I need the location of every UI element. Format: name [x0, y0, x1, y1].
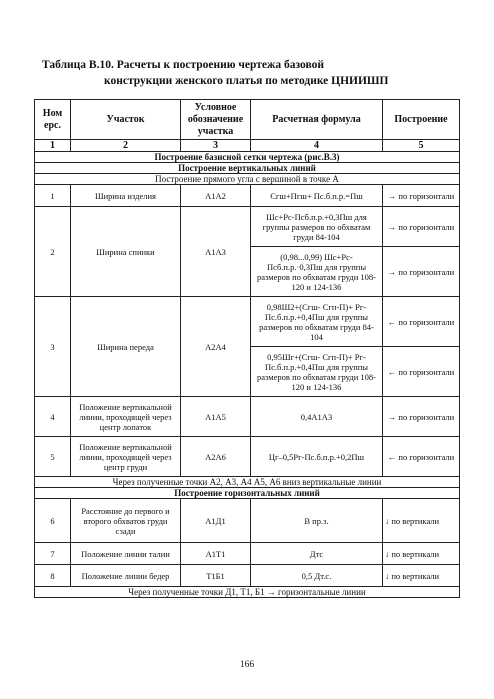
- header-section: Участок: [71, 100, 181, 140]
- section-horizontal: Построение горизонтальных линий: [35, 488, 460, 499]
- row-code: А1А5: [181, 397, 251, 437]
- section-right-angle: Построение прямого угла с вершиной в точке А: [35, 174, 460, 185]
- row-formula: Сгш+Пгш+ Пс.б.п.р.=Пш: [251, 185, 383, 207]
- col-number: 3: [181, 140, 251, 152]
- column-number-row: [35, 140, 460, 152]
- row-code: Т1Б1: [181, 565, 251, 587]
- row-build: ↓ по вертикали: [383, 499, 460, 543]
- table-row: [35, 207, 460, 247]
- row-formula: В пр.з.: [251, 499, 383, 543]
- row-num: 7: [35, 543, 71, 565]
- row-build: ↓ по вертикали: [383, 543, 460, 565]
- row-code: А1Д1: [181, 499, 251, 543]
- title-line-2: конструкции женского платья по методике ЦНИИШП: [104, 75, 389, 87]
- header-num: Ном ерс.: [35, 100, 71, 140]
- row-num: 6: [35, 499, 71, 543]
- row-num: 5: [35, 437, 71, 477]
- row-name: Положение вертикальной линии, проходящей через центр лопаток: [71, 397, 181, 437]
- title-line-1: Таблица В.10. Расчеты к построению чертежа базовой: [42, 59, 324, 71]
- row-code: А1А3: [181, 207, 251, 297]
- row-name: Положение линии талии: [71, 543, 181, 565]
- col-number: 5: [383, 140, 460, 152]
- table-row: [35, 185, 460, 207]
- row-formula: 0,95Шг+(Сгш- Сгп-П)+ Рг-Пс.б.п.р.+0,4Пш для группы размеров по обхватам груди 108-120 и 124-136: [251, 347, 383, 397]
- row-name: Ширина изделия: [71, 185, 181, 207]
- section-row: [35, 477, 460, 488]
- row-formula: Дтс: [251, 543, 383, 565]
- row-formula: Шс+Рс-Псб.п.р.+0,3Пш для группы размеров по обхватам груди 84-104: [251, 207, 383, 247]
- col-number: 4: [251, 140, 383, 152]
- row-formula: 0,4А1А3: [251, 397, 383, 437]
- row-formula: 0,5 Дт.с.: [251, 565, 383, 587]
- row-build: → по горизонтали: [383, 207, 460, 247]
- table-row: [35, 397, 460, 437]
- row-formula: 0,98Ш2+(Сгш- Сгп-П)+ Рг-Пс.б.п.р.+0,4Пш для группы размеров по обхватам груди 84-104: [251, 297, 383, 347]
- section-row: [35, 587, 460, 598]
- table-row: [35, 297, 460, 347]
- row-code: А2А6: [181, 437, 251, 477]
- row-build: ← по горизонтали: [383, 297, 460, 347]
- section-row: [35, 163, 460, 174]
- row-build: ↓ по вертикали: [383, 565, 460, 587]
- col-number: 2: [71, 140, 181, 152]
- row-build: ← по горизонтали: [383, 437, 460, 477]
- section-row: [35, 174, 460, 185]
- row-name: Ширина спинки: [71, 207, 181, 297]
- row-formula: Цг–0,5Рг-Пс.б.п.р.+0,2Пш: [251, 437, 383, 477]
- row-num: 2: [35, 207, 71, 297]
- calculation-table: [34, 99, 460, 598]
- section-row: [35, 152, 460, 163]
- page-number: 166: [239, 660, 255, 670]
- row-name: Положение вертикальной линии, проходящей через центр груди: [71, 437, 181, 477]
- row-name: Расстояние до первого и второго обхватов груди сзади: [71, 499, 181, 543]
- header-formula: Расчетная формула: [251, 100, 383, 140]
- section-grid: Построение базисной сетки чертежа (рис.В.3): [35, 152, 460, 163]
- section-vertical-note: Через полученные точки А2, А3, А4 А5, А6 вниз вертикальные линии: [35, 477, 460, 488]
- row-build: ← по горизонтали: [383, 347, 460, 397]
- row-code: А1Т1: [181, 543, 251, 565]
- header-row: [35, 100, 460, 140]
- section-horizontal-note: Через полученные точки Д1, Т1, Б1 → горизонтальные линии: [35, 587, 460, 598]
- row-name: Положение линии бедер: [71, 565, 181, 587]
- table-title: [42, 57, 462, 89]
- header-notation: Условное обозначение участка: [181, 100, 251, 140]
- header-construction: Построение: [383, 100, 460, 140]
- table-row: [35, 565, 460, 587]
- section-vertical: Построение вертикальных линий: [35, 163, 460, 174]
- table-row: [35, 499, 460, 543]
- row-name: Ширина переда: [71, 297, 181, 397]
- row-num: 4: [35, 397, 71, 437]
- row-build: → по горизонтали: [383, 185, 460, 207]
- row-code: А1А2: [181, 185, 251, 207]
- col-number: 1: [35, 140, 71, 152]
- table-row: [35, 437, 460, 477]
- table-row: [35, 543, 460, 565]
- row-formula: (0,98...0,99) Шс+Рс-Псб.п.р.·0,3Пш для группы размеров по обхватам груди 108-120 и 124-136: [251, 247, 383, 297]
- row-num: 1: [35, 185, 71, 207]
- row-build: → по горизонтали: [383, 247, 460, 297]
- section-row: [35, 488, 460, 499]
- row-code: А2А4: [181, 297, 251, 397]
- row-num: 3: [35, 297, 71, 397]
- row-num: 8: [35, 565, 71, 587]
- row-build: → по горизонтали: [383, 397, 460, 437]
